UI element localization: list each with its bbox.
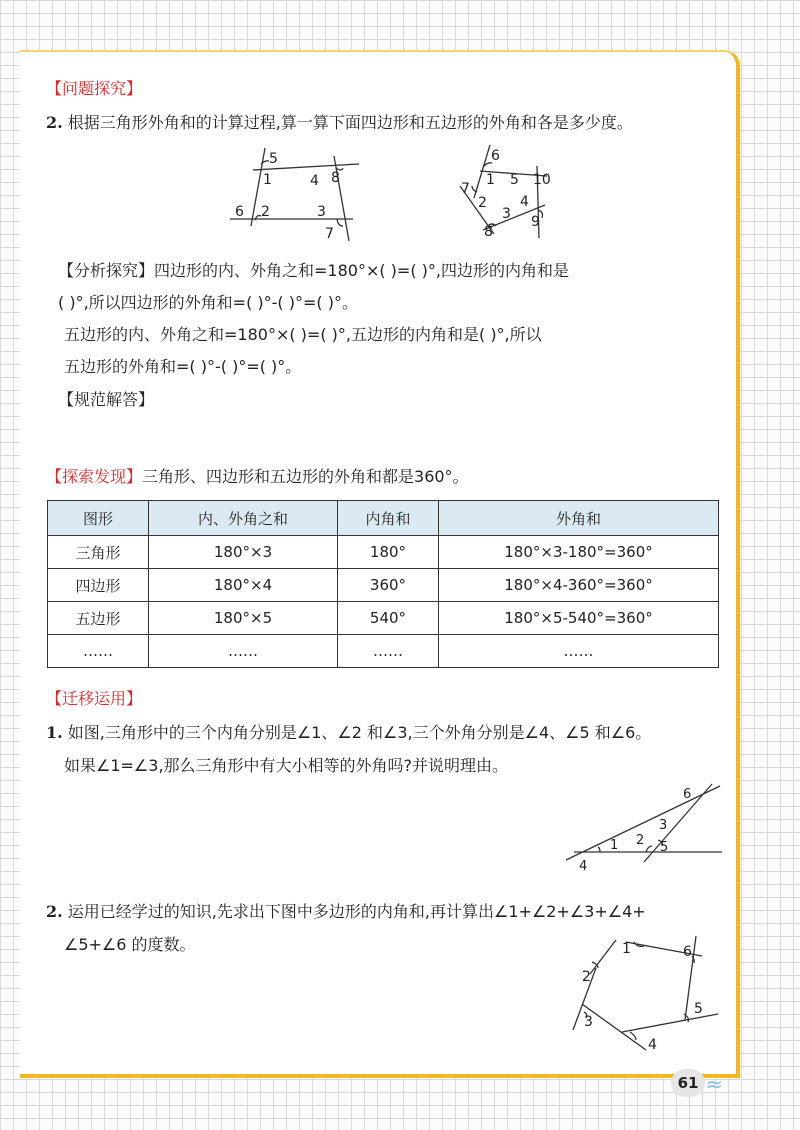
angle-label: 10 — [533, 172, 551, 188]
angle-label: 6 — [235, 204, 244, 220]
angle-label: 3 — [317, 204, 326, 220]
problem-1-line-1 — [46, 723, 651, 743]
table-row — [48, 635, 719, 668]
table-cell: …… — [439, 635, 719, 668]
triangle-figure — [562, 778, 724, 874]
table-row — [48, 602, 719, 635]
problem-text: 运用已经学过的知识,先求出下图中多边形的内角和,再计算出∠1+∠2+∠3+∠4+ — [67, 902, 646, 921]
answer-label: 【规范解答】 — [58, 390, 155, 409]
discovery — [46, 467, 469, 487]
angle-label: 1 — [610, 838, 619, 853]
table-row — [48, 536, 719, 569]
summary-table — [47, 500, 719, 668]
section-title-transfer-application: 【迁移运用】 — [46, 689, 143, 708]
angle-label: 8 — [331, 170, 340, 186]
table-cell: 四边形 — [48, 569, 149, 602]
table-cell: …… — [48, 635, 149, 668]
angle-label: 8 — [484, 224, 493, 240]
table-cell: 180°×4 — [149, 569, 338, 602]
analysis-line-1: 【分析探究】四边形的内、外角之和=180°×( )=( )°,四边形的内角和是 — [58, 261, 569, 280]
angle-label: 1 — [486, 172, 495, 188]
table-header: 图形 — [48, 501, 149, 536]
table-cell: 180°×5-540°=360° — [439, 602, 719, 635]
angle-label: 1 — [622, 941, 631, 957]
question-2 — [46, 113, 633, 133]
angle-label: 3 — [659, 818, 668, 833]
angle-label: 2 — [261, 204, 270, 220]
angle-label: 4 — [579, 859, 588, 874]
angle-label: 6 — [491, 148, 500, 164]
table-cell: 360° — [338, 569, 439, 602]
angle-label: 7 — [461, 181, 470, 197]
table-cell: 180°×4-360°=360° — [439, 569, 719, 602]
problem-1-line-2: 如果∠1=∠3,那么三角形中有大小相等的外角吗?并说明理由。 — [64, 756, 509, 775]
analysis-line-3: 五边形的内、外角之和=180°×( )=( )°,五边形的内角和是( )°,所以 — [64, 325, 542, 344]
table-cell: 540° — [338, 602, 439, 635]
table-cell: 180°×3 — [149, 536, 338, 569]
angle-label: 6 — [683, 944, 692, 960]
table-row — [48, 569, 719, 602]
table-cell: …… — [338, 635, 439, 668]
angle-label: 5 — [269, 151, 278, 167]
angle-label: 4 — [520, 194, 529, 210]
angle-label: 7 — [325, 226, 334, 242]
discovery-text: 三角形、四边形和五边形的外角和都是360°。 — [142, 467, 469, 486]
problem-text: 如图,三角形中的三个内角分别是∠1、∠2 和∠3,三个外角分别是∠4、∠5 和∠6。 — [67, 723, 652, 742]
table-cell: …… — [149, 635, 338, 668]
section-title-problem-inquiry: 【问题探究】 — [46, 79, 143, 98]
table-header-row — [48, 501, 719, 536]
pentagon-figure — [450, 140, 560, 245]
angle-label: 9 — [531, 214, 540, 230]
angle-label: 2 — [636, 833, 645, 848]
angle-label: 3 — [584, 1014, 593, 1030]
table-header: 内、外角之和 — [149, 501, 338, 536]
analysis-line-2: ( )°,所以四边形的外角和=( )°-( )°=( )°。 — [58, 293, 358, 312]
angle-label: 6 — [683, 787, 692, 802]
quadrilateral-figure — [225, 140, 375, 245]
problem-2-line-1 — [46, 902, 646, 922]
table-cell: 180° — [338, 536, 439, 569]
angle-label: 1 — [263, 172, 272, 188]
table-cell: 五边形 — [48, 602, 149, 635]
angle-label: 2 — [478, 195, 487, 211]
problem-number: 2. — [46, 902, 63, 921]
analysis-line-4: 五边形的外角和=( )°-( )°=( )°。 — [64, 357, 302, 376]
table-cell: 180°×5 — [149, 602, 338, 635]
dolphin-icon: ≈ — [706, 1072, 723, 1096]
discovery-title: 【探索发现】 — [46, 467, 143, 486]
table-cell: 180°×3-180°=360° — [439, 536, 719, 569]
angle-label: 4 — [648, 1037, 657, 1053]
question-text: 根据三角形外角和的计算过程,算一算下面四边形和五边形的外角和各是多少度。 — [67, 113, 633, 132]
problem-2-line-2: ∠5+∠6 的度数。 — [64, 935, 196, 954]
hexagon-figure — [568, 930, 724, 1056]
table-cell: 三角形 — [48, 536, 149, 569]
question-number: 2. — [46, 113, 63, 132]
angle-label: 4 — [310, 173, 319, 189]
angle-label: 2 — [582, 969, 591, 985]
table-header: 内角和 — [338, 501, 439, 536]
angle-label: 5 — [694, 1001, 703, 1017]
page-number: 61 — [671, 1069, 705, 1097]
table-header: 外角和 — [439, 501, 719, 536]
angle-label: 5 — [510, 172, 519, 188]
angle-label: 5 — [660, 840, 669, 855]
angle-label: 3 — [502, 206, 511, 222]
problem-number: 1. — [46, 723, 63, 742]
